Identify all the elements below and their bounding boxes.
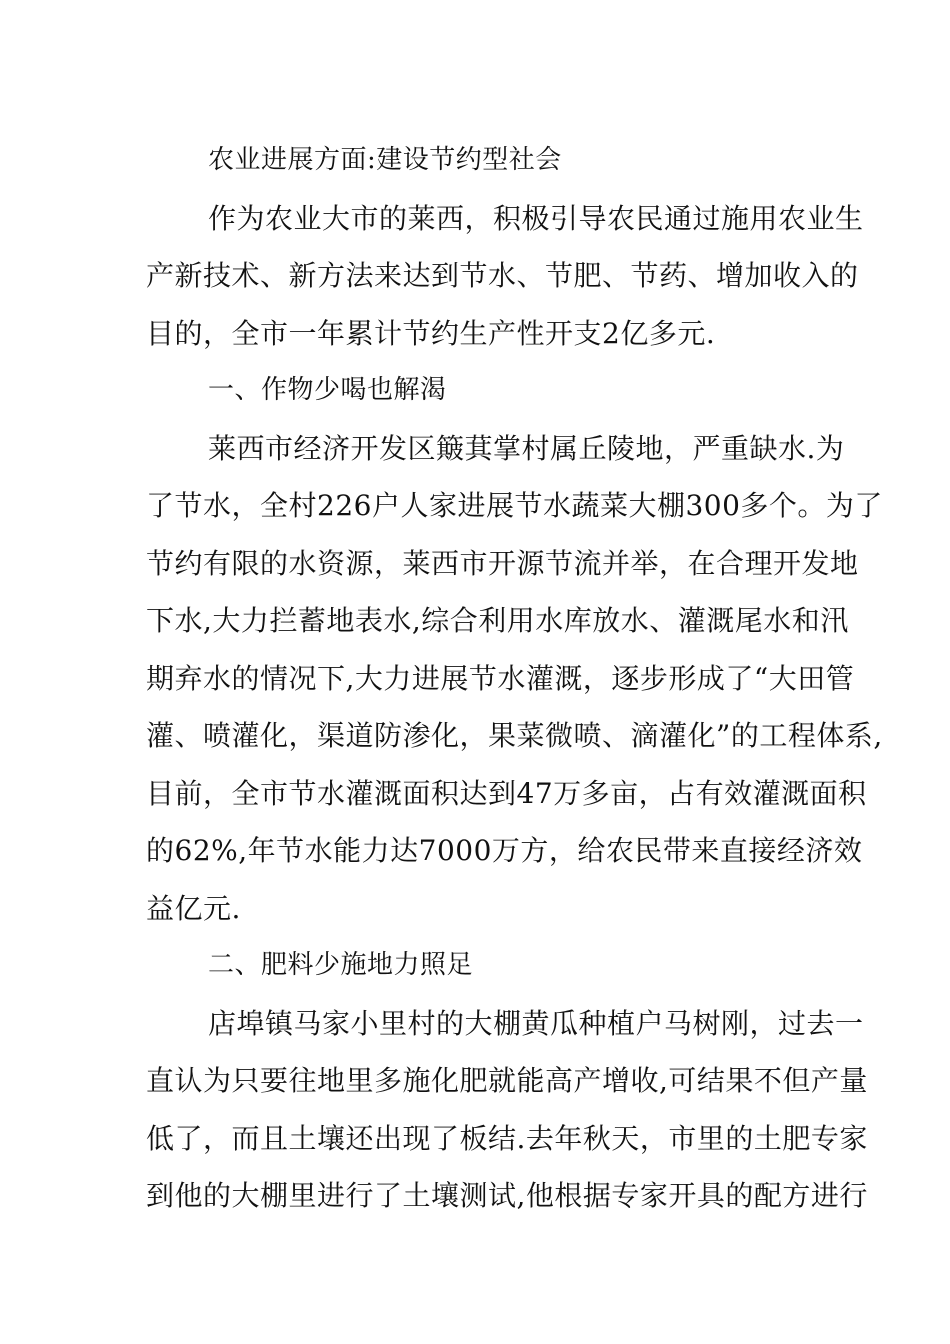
paragraph-line: 下水,大力拦蓄地表水,综合利用水库放水、灌溉尾水和汛 <box>146 604 849 637</box>
paragraph-line: 直认为只要往地里多施化肥就能高产增收,可结果不但产量 <box>146 1064 868 1097</box>
paragraph-line: 作为农业大市的莱西，积极引导农民通过施用农业生 <box>208 201 864 235</box>
paragraph-line: 目前，全市节水灌溉面积达到47万多亩，占有效灌溉面积 <box>146 776 867 810</box>
paragraph-line: 益亿元. <box>146 891 241 925</box>
document-body <box>146 132 883 1225</box>
paragraph-line: 节约有限的水资源，莱西市开源节流并举，在合理开发地 <box>146 546 859 580</box>
paragraph-line: 产新技术、新方法来达到节水、节肥、节药、增加收入的 <box>146 259 859 292</box>
section-title: 农业进展方面:建设节约型社会 <box>208 145 562 175</box>
subsection-heading: 一、作物少喝也解渴 <box>208 375 447 405</box>
paragraph-line: 莱西市经济开发区簸萁掌村属丘陵地，严重缺水.为 <box>208 431 845 465</box>
paragraph-line: 低了，而且土壤还出现了板结.去年秋天，市里的土肥专家 <box>146 1121 868 1155</box>
paragraph-line: 的62%,年节水能力达7000万方，给农民带来直接经济效 <box>146 834 863 867</box>
subsection-heading: 二、肥料少施地力照足 <box>208 950 474 980</box>
paragraph-line: 到他的大棚里进行了土壤测试,他根据专家开具的配方进行 <box>146 1179 868 1212</box>
paragraph-line: 了节水，全村226户人家进展节水蔬菜大棚300多个。为了 <box>146 489 883 522</box>
paragraph-line: 灌、喷灌化，渠道防渗化，果菜微喷、滴灌化”的工程体系, <box>146 719 883 752</box>
paragraph-line: 店埠镇马家小里村的大棚黄瓜种植户马树刚，过去一 <box>208 1006 864 1040</box>
paragraph-line: 目的，全市一年累计节约生产性开支2亿多元. <box>146 316 716 350</box>
paragraph-line: 期弃水的情况下,大力进展节水灌溉，逐步形成了“大田管 <box>146 661 855 695</box>
